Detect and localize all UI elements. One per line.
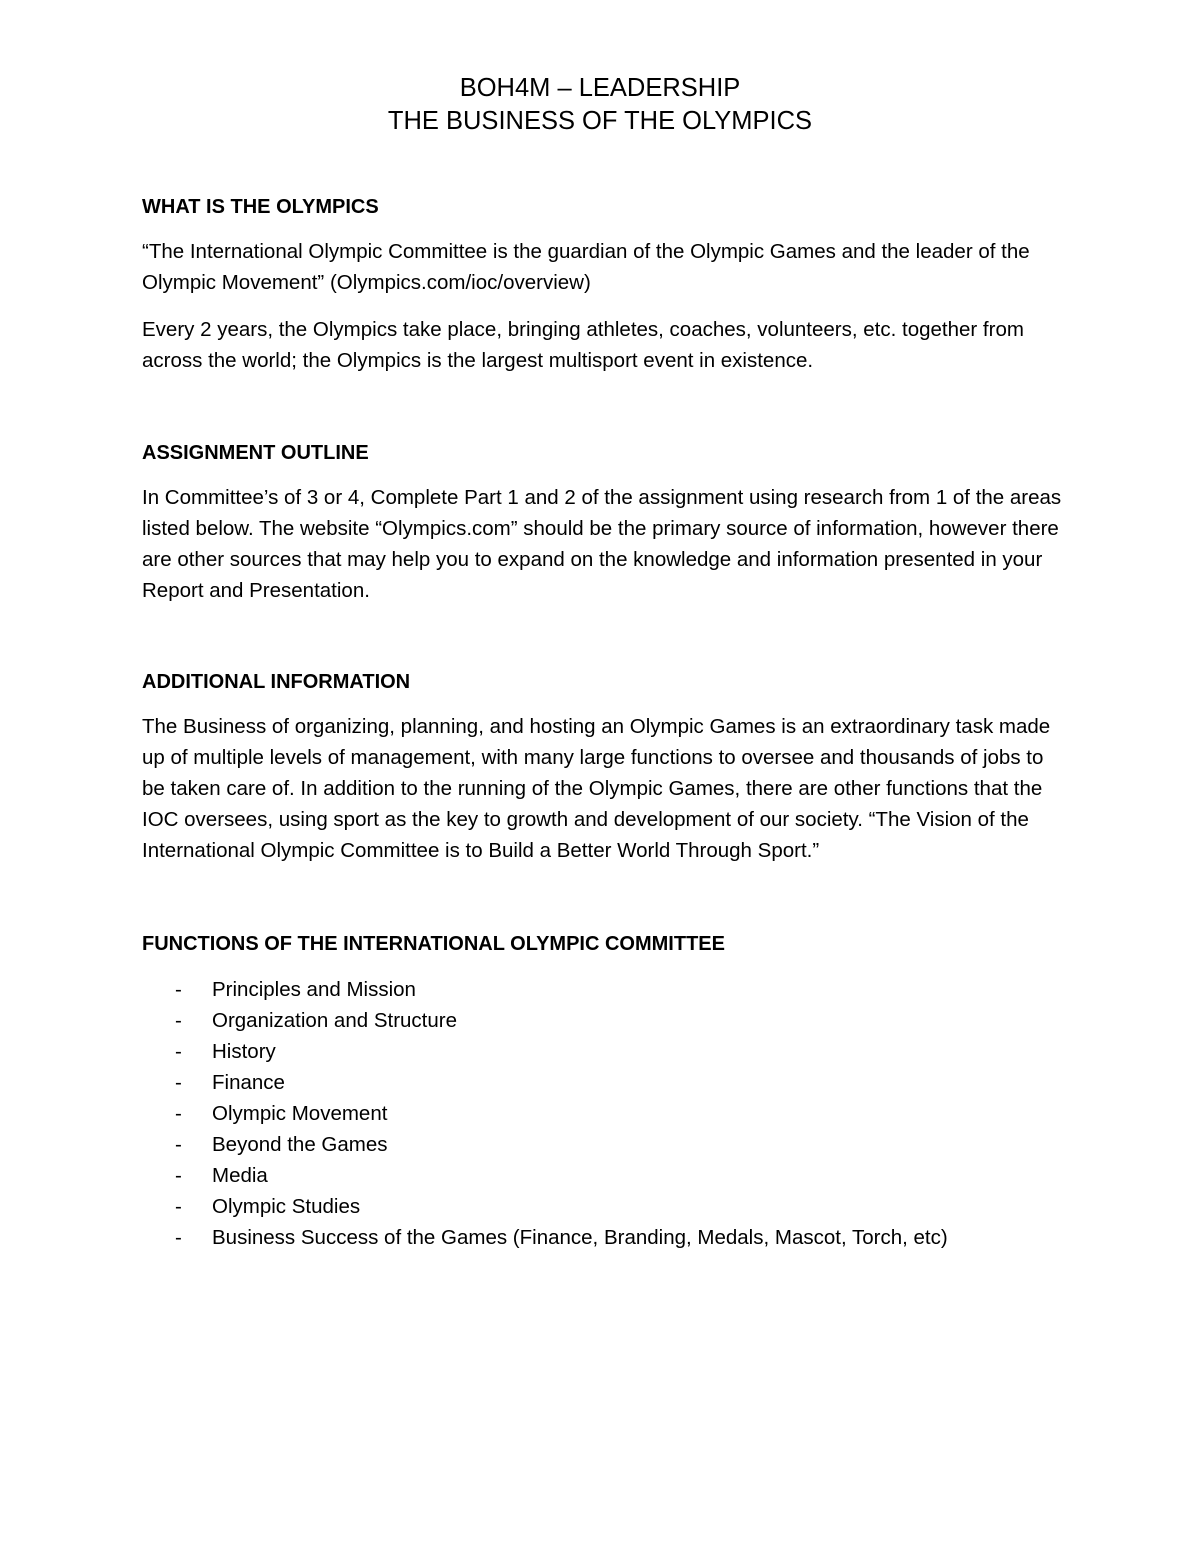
dash-bullet: - — [175, 1195, 182, 1218]
list-item — [142, 1129, 1062, 1160]
additional-body: The Business of organizing, planning, and hosting an Olympic Games is an extraordinary task made up of multiple levels of management, with many large functions to oversee and thousands of jobs to be taken care of. In addition to the running of the Olympic Games, there are other functions that the IOC oversees, using sport as the key to growth and development of our society. “The Vision of the International Olympic Committee is to Build a Better World Through Sport.” — [142, 715, 1051, 862]
list-item — [142, 1160, 1062, 1191]
section-heading: ADDITIONAL INFORMATION — [142, 671, 411, 693]
section-heading: FUNCTIONS OF THE INTERNATIONAL OLYMPIC COMMITTEE — [142, 933, 725, 955]
title-line-1: BOH4M – LEADERSHIP — [459, 74, 741, 102]
list-item — [142, 1005, 1062, 1036]
dash-bullet: - — [175, 1226, 182, 1249]
ioc-quote: “The International Olympic Committee is the guardian of the Olympic Games and the leader of the Olympic Movement” (Olympics.com/ioc/overview) — [142, 240, 1030, 294]
dash-bullet: - — [175, 1040, 182, 1063]
list-item-text: Finance — [212, 1071, 285, 1094]
dash-bullet: - — [175, 1009, 182, 1032]
dash-bullet: - — [175, 1102, 182, 1125]
dash-bullet: - — [175, 1071, 182, 1094]
section-ioc-functions — [142, 930, 1062, 1253]
list-item-text: Principles and Mission — [212, 978, 416, 1001]
olympics-description: Every 2 years, the Olympics take place, bringing athletes, coaches, volunteers, etc. together from across the world; the Olympics is the largest multisport event in existence. — [142, 318, 1024, 372]
dash-bullet: - — [175, 1164, 182, 1187]
list-item-text: Beyond the Games — [212, 1133, 388, 1156]
section-assignment-outline — [142, 439, 1062, 606]
section-heading: ASSIGNMENT OUTLINE — [142, 442, 369, 464]
list-item — [142, 1036, 1062, 1067]
list-item-text: Olympic Studies — [212, 1195, 361, 1218]
section-heading: WHAT IS THE OLYMPICS — [142, 196, 379, 218]
list-item — [142, 1191, 1062, 1222]
list-item-text: Business Success of the Games (Finance, Branding, Medals, Mascot, Torch, etc) — [212, 1226, 948, 1249]
assignment-body: In Committee’s of 3 or 4, Complete Part 1 and 2 of the assignment using research from 1 of the areas listed below. The website “Olympics.com” should be the primary source of information, however there are other sources that may help you to expand on the knowledge and information presented in your Report and Presentation. — [142, 486, 1062, 602]
list-item — [142, 1067, 1062, 1098]
section-what-is — [142, 193, 1062, 376]
document-title — [0, 72, 1200, 138]
list-item-text: Organization and Structure — [212, 1009, 457, 1032]
title-line-2: THE BUSINESS OF THE OLYMPICS — [387, 107, 813, 135]
list-item-text: Olympic Movement — [212, 1102, 388, 1125]
section-additional-information — [142, 668, 1062, 866]
list-item — [142, 1098, 1062, 1129]
functions-list — [142, 974, 1062, 1253]
list-item — [142, 1222, 1062, 1253]
dash-bullet: - — [175, 978, 182, 1001]
list-item — [142, 974, 1062, 1005]
list-item-text: Media — [212, 1164, 268, 1187]
dash-bullet: - — [175, 1133, 182, 1156]
list-item-text: History — [212, 1040, 276, 1063]
document-page — [142, 72, 1062, 1253]
